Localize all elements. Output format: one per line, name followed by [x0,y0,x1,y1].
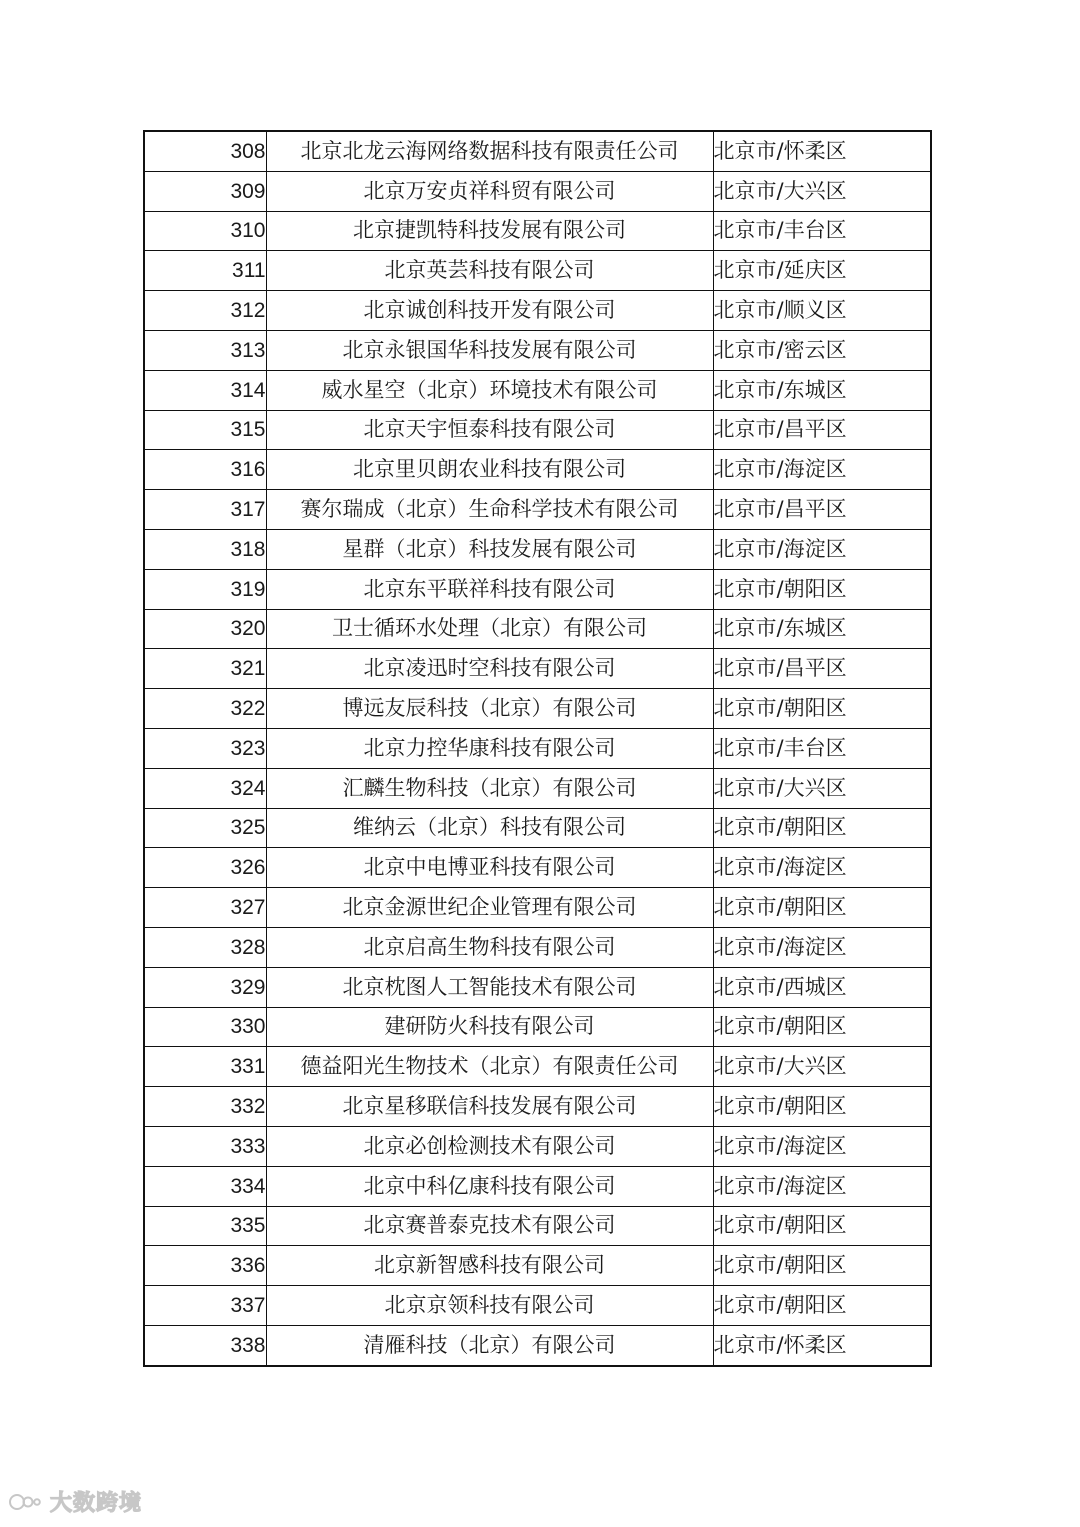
table-row [144,131,931,171]
table-row [144,490,931,530]
table-row [144,529,931,569]
watermark-text: 大数跨境 [50,1491,143,1516]
company-name-cell: 北京启高生物科技有限公司 [266,927,713,967]
table-row [144,768,931,808]
company-name-cell: 博远友辰科技（北京）有限公司 [266,689,713,729]
row-number-cell: 319 [144,569,266,609]
table-body [144,131,931,1366]
table-row [144,728,931,768]
region-cell: 北京市/顺义区 [713,291,931,331]
company-name-cell: 北京枕图人工智能技术有限公司 [266,967,713,1007]
company-name-cell: 北京必创检测技术有限公司 [266,1126,713,1166]
company-name-cell: 北京东平联祥科技有限公司 [266,569,713,609]
company-name-cell: 北京捷凯特科技发展有限公司 [266,211,713,251]
company-name-cell: 汇麟生物科技（北京）有限公司 [266,768,713,808]
company-name-cell: 卫士循环水处理（北京）有限公司 [266,609,713,649]
table-row [144,569,931,609]
region-cell: 北京市/海淀区 [713,529,931,569]
company-name-cell: 北京英芸科技有限公司 [266,251,713,291]
table-row [144,1007,931,1047]
table-row [144,1206,931,1246]
table-row [144,1325,931,1365]
row-number-cell: 322 [144,689,266,729]
row-number-cell: 321 [144,649,266,689]
region-cell: 北京市/东城区 [713,370,931,410]
company-name-cell: 北京天宇恒泰科技有限公司 [266,410,713,450]
table-row [144,1246,931,1286]
table-row [144,927,931,967]
table-row [144,450,931,490]
company-name-cell: 德益阳光生物技术（北京）有限责任公司 [266,1047,713,1087]
region-cell: 北京市/朝阳区 [713,1007,931,1047]
row-number-cell: 331 [144,1047,266,1087]
region-cell: 北京市/东城区 [713,609,931,649]
row-number-cell: 312 [144,291,266,331]
region-cell: 北京市/延庆区 [713,251,931,291]
company-name-cell: 北京万安贞祥科贸有限公司 [266,171,713,211]
table-row [144,330,931,370]
region-cell: 北京市/昌平区 [713,490,931,530]
row-number-cell: 335 [144,1206,266,1246]
table-row [144,808,931,848]
company-name-cell: 北京金源世纪企业管理有限公司 [266,888,713,928]
row-number-cell: 326 [144,848,266,888]
row-number-cell: 315 [144,410,266,450]
table-row [144,609,931,649]
watermark [8,1486,142,1517]
table-row [144,410,931,450]
row-number-cell: 327 [144,888,266,928]
company-name-cell: 建研防火科技有限公司 [266,1007,713,1047]
table-row [144,848,931,888]
table-row [144,1286,931,1326]
table-row [144,211,931,251]
company-name-cell: 北京中科亿康科技有限公司 [266,1166,713,1206]
row-number-cell: 337 [144,1286,266,1326]
table-row [144,251,931,291]
company-name-cell: 清雁科技（北京）有限公司 [266,1325,713,1365]
row-number-cell: 333 [144,1126,266,1166]
table-row [144,1047,931,1087]
row-number-cell: 314 [144,370,266,410]
region-cell: 北京市/朝阳区 [713,1246,931,1286]
row-number-cell: 336 [144,1246,266,1286]
company-name-cell: 北京星移联信科技发展有限公司 [266,1087,713,1127]
company-name-cell: 维纳云（北京）科技有限公司 [266,808,713,848]
brand-logo-icon [8,1489,44,1515]
region-cell: 北京市/昌平区 [713,410,931,450]
company-name-cell: 北京京领科技有限公司 [266,1286,713,1326]
table-row [144,1126,931,1166]
region-cell: 北京市/海淀区 [713,927,931,967]
row-number-cell: 332 [144,1087,266,1127]
region-cell: 北京市/朝阳区 [713,1206,931,1246]
company-name-cell: 北京里贝朗农业科技有限公司 [266,450,713,490]
table-row [144,689,931,729]
table-row [144,291,931,331]
company-name-cell: 星群（北京）科技发展有限公司 [266,529,713,569]
company-name-cell: 北京诚创科技开发有限公司 [266,291,713,331]
row-number-cell: 328 [144,927,266,967]
row-number-cell: 324 [144,768,266,808]
region-cell: 北京市/大兴区 [713,1047,931,1087]
company-name-cell: 北京永银国华科技发展有限公司 [266,330,713,370]
company-name-cell: 北京凌迅时空科技有限公司 [266,649,713,689]
company-name-cell: 北京新智感科技有限公司 [266,1246,713,1286]
row-number-cell: 310 [144,211,266,251]
table-row [144,1166,931,1206]
row-number-cell: 313 [144,330,266,370]
table-row [144,171,931,211]
region-cell: 北京市/海淀区 [713,848,931,888]
region-cell: 北京市/朝阳区 [713,888,931,928]
table-row [144,1087,931,1127]
company-name-cell: 威水星空（北京）环境技术有限公司 [266,370,713,410]
row-number-cell: 320 [144,609,266,649]
company-name-cell: 赛尔瑞成（北京）生命科学技术有限公司 [266,490,713,530]
region-cell: 北京市/朝阳区 [713,1087,931,1127]
region-cell: 北京市/丰台区 [713,728,931,768]
region-cell: 北京市/朝阳区 [713,808,931,848]
region-cell: 北京市/大兴区 [713,171,931,211]
row-number-cell: 309 [144,171,266,211]
row-number-cell: 317 [144,490,266,530]
region-cell: 北京市/大兴区 [713,768,931,808]
region-cell: 北京市/朝阳区 [713,689,931,729]
region-cell: 北京市/海淀区 [713,1126,931,1166]
row-number-cell: 325 [144,808,266,848]
region-cell: 北京市/怀柔区 [713,131,931,171]
company-name-cell: 北京力控华康科技有限公司 [266,728,713,768]
row-number-cell: 329 [144,967,266,1007]
row-number-cell: 316 [144,450,266,490]
table-row [144,888,931,928]
region-cell: 北京市/昌平区 [713,649,931,689]
company-name-cell: 北京中电博亚科技有限公司 [266,848,713,888]
region-cell: 北京市/怀柔区 [713,1325,931,1365]
company-name-cell: 北京赛普泰克技术有限公司 [266,1206,713,1246]
table-row [144,967,931,1007]
region-cell: 北京市/丰台区 [713,211,931,251]
region-cell: 北京市/朝阳区 [713,569,931,609]
company-list-table [143,130,932,1367]
region-cell: 北京市/西城区 [713,967,931,1007]
row-number-cell: 318 [144,529,266,569]
row-number-cell: 334 [144,1166,266,1206]
table-row [144,649,931,689]
region-cell: 北京市/海淀区 [713,1166,931,1206]
row-number-cell: 308 [144,131,266,171]
region-cell: 北京市/朝阳区 [713,1286,931,1326]
region-cell: 北京市/海淀区 [713,450,931,490]
company-name-cell: 北京北龙云海网络数据科技有限责任公司 [266,131,713,171]
row-number-cell: 323 [144,728,266,768]
region-cell: 北京市/密云区 [713,330,931,370]
table-row [144,370,931,410]
row-number-cell: 311 [144,251,266,291]
row-number-cell: 338 [144,1325,266,1365]
row-number-cell: 330 [144,1007,266,1047]
